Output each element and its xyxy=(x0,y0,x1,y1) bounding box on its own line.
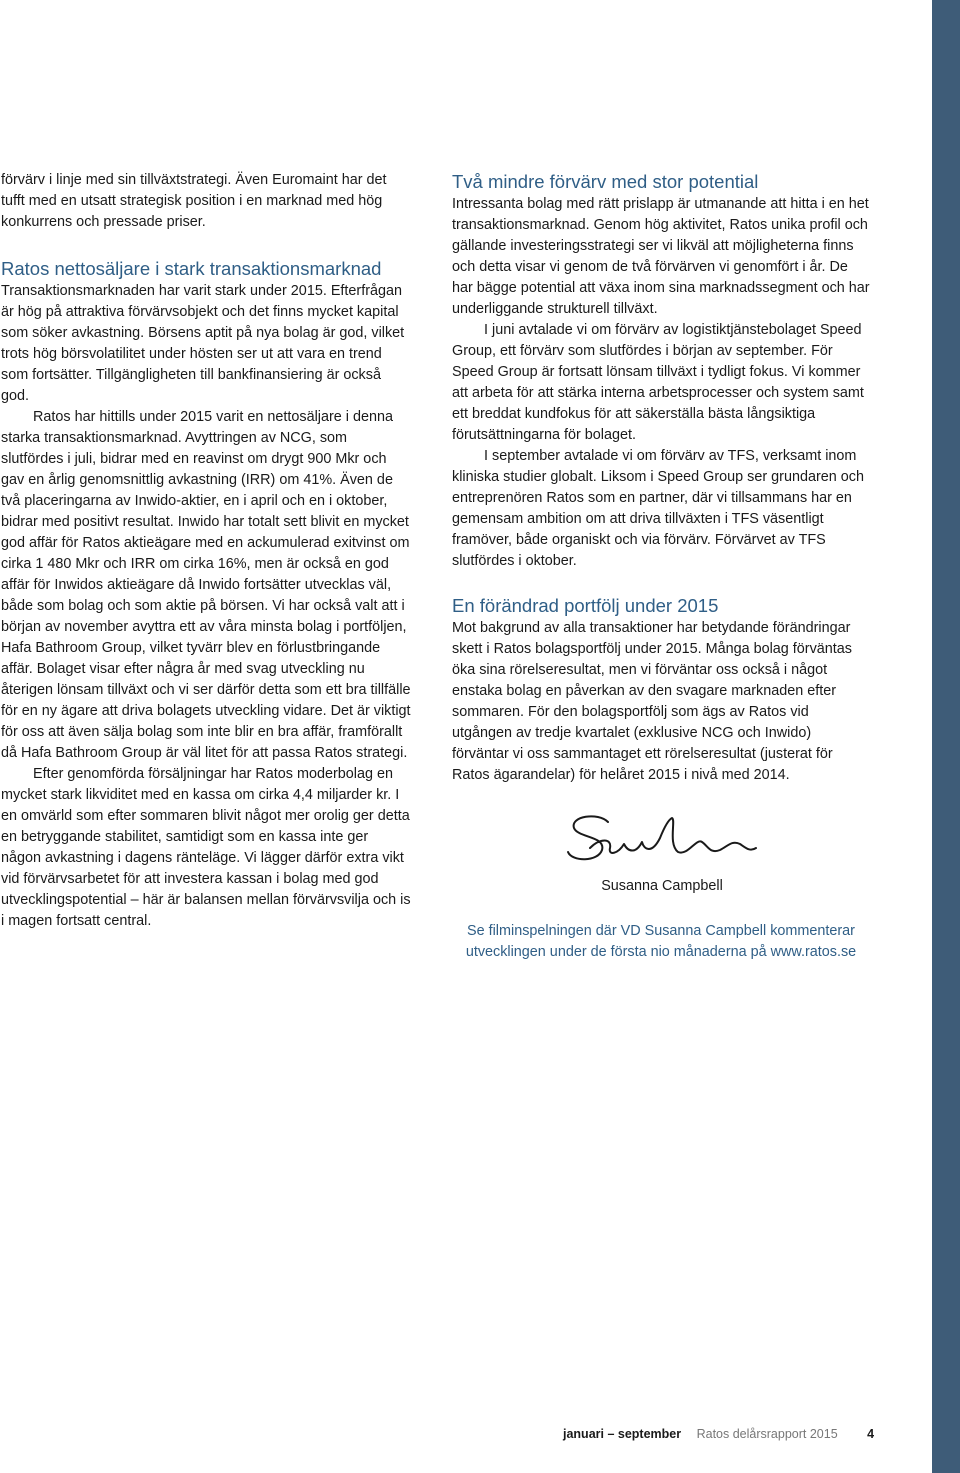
section3-paragraph-1: Mot bakgrund av alla transaktioner har betydande förändringar skett i Ratos bolagsportfölj under 2015. Många bolag förväntas öka sina rörelseresultat, men vi förväntar oss också i något enstaka bolag en påverkan av den svagare marknaden efter sommaren. För den bolagsportfölj som ägs av Ratos vid utgången av tredje kvartalet (exklusive NCG och Inwido) förväntar vi oss sammantaget ett rörelseresultat (justerat för Ratos ägarandelar) för helåret 2015 i nivå med 2014. xyxy=(452,620,852,783)
footer-report-title: Ratos delårsrapport 2015 xyxy=(696,1427,838,1441)
left-column xyxy=(1,170,411,932)
page-number: 4 xyxy=(867,1427,875,1441)
section2-paragraph-3: I september avtalade vi om förvärv av TFS, verksamt inom kliniska studier globalt. Liksom i Speed Group ser grundaren och entreprenören Ratos som en partner, där vi tillsammans har en gemensam ambition om att driva tillväxten i TFS väsentligt framöver, både organiskt och via förvärv. Förvärvet av TFS slutfördes i oktober. xyxy=(452,448,864,569)
right-column xyxy=(452,170,870,786)
section-heading-tva-forvarv: Två mindre förvärv med stor potential xyxy=(452,171,759,192)
section2-paragraph-1: Intressanta bolag med rätt prislapp är utmanande att hitta i en het transaktionsmarknad. Genom hög aktivitet, Ratos unika profil och gällande investeringsstrategi ser vi likväl att möjligheterna finns och detta visar vi genom de två förvärven vi genomfört i år. De har bägge potential att växa inom sina marknadssegment och har underliggande strukturell tillväxt. xyxy=(452,196,870,317)
signature-name: Susanna Campbell xyxy=(601,878,723,894)
section2-paragraph-2: I juni avtalade vi om förvärv av logistiktjänstebolaget Speed Group, ett förvärv som slutfördes i början av september. För Speed Group är fortsatt lönsam tillväxt i tydligt fokus. Vi kommer att arbeta för att stärka interna arbetsprocesser och system samt ett breddat kundfokus för att säkerställa bästa långsiktiga förutsättningarna för bolaget. xyxy=(452,322,864,443)
section-heading-forandrad-portfolj: En förändrad portfölj under 2015 xyxy=(452,595,719,616)
page-footer xyxy=(563,1426,874,1442)
section1-paragraph-2: Ratos har hittills under 2015 varit en nettosäljare i denna starka transaktionsmarknad. Avyttringen av NCG, som slutfördes i juli, bidrar med en reavinst om drygt 900 Mkr och gav en årlig genomsnittlig avkastning (IRR) om 41%. Även de två placeringarna av Inwido-aktier, en i april och en i oktober, bidrar med positivt resultat. Inwido har totalt sett blivit en mycket god affär för Ratos aktieägare med en ackumulerad exitvinst om cirka 1 480 Mkr och IRR om cirka 16%, men är också en god affär för Inwidos aktieägare då Inwido fortsätter utvecklas väl, både som bolag och som aktie på börsen. Vi har också valt att i början av november avyttra ett av våra minsta bolag i portföljen, Hafa Bathroom Group, vilket tyvärr blev en förlustbringande affär. Bolaget visar efter några år med svag utveckling nu återigen lönsam tillväxt och vi ser därför detta som ett bra tillfälle för en ny ägare att driva bolagets utveckling vidare. Det är viktigt för oss att även sälja bolag som inte blir en bra affär, framförallt då Hafa Bathroom Group är väl litet för att passa Ratos strategi. xyxy=(1,409,411,761)
footer-period: januari – september xyxy=(563,1427,682,1441)
intro-paragraph: förvärv i linje med sin tillväxtstrategi. Även Euromaint har det tufft med en utsatt strategisk position i en marknad med hög konkurrens och pressade priser. xyxy=(1,172,387,230)
side-color-bar xyxy=(932,0,960,1473)
signature-block xyxy=(452,808,870,896)
handwritten-signature xyxy=(560,808,760,870)
section1-paragraph-1: Transaktionsmarknaden har varit stark under 2015. Efterfrågan är hög på attraktiva förvärvsobjekt och det finns mycket kapital som söker avkastning. Börsens aptit på nya bolag är god, vilket trots hög börsvolatilitet under hösten ser ut att vara en trend som fortsätter. Tillgängligheten till bankfinansiering är också god. xyxy=(1,283,405,404)
section1-paragraph-3: Efter genomförda försäljningar har Ratos moderbolag en mycket stark likviditet med en kassa om cirka 4,4 miljarder kr. I en omvärld som efter sommaren blivit något mer orolig ger detta en betryggande stabilitet, samtidigt som en kassa inte ger någon avkastning i dagens ränteläge. Vi lägger därför extra vikt vid förvärvsarbetet för att investera kassan i bolag med god utvecklingspotential – här är balansen mellan förvärvsvilja och is i magen fortsatt central. xyxy=(1,766,411,929)
section-heading-nettosaljare: Ratos nettosäljare i stark transaktionsmarknad xyxy=(1,258,382,279)
film-note-link[interactable]: Se filminspelningen där VD Susanna Campbell kommenterar utvecklingen under de första nio månaderna på www.ratos.se xyxy=(465,923,857,960)
